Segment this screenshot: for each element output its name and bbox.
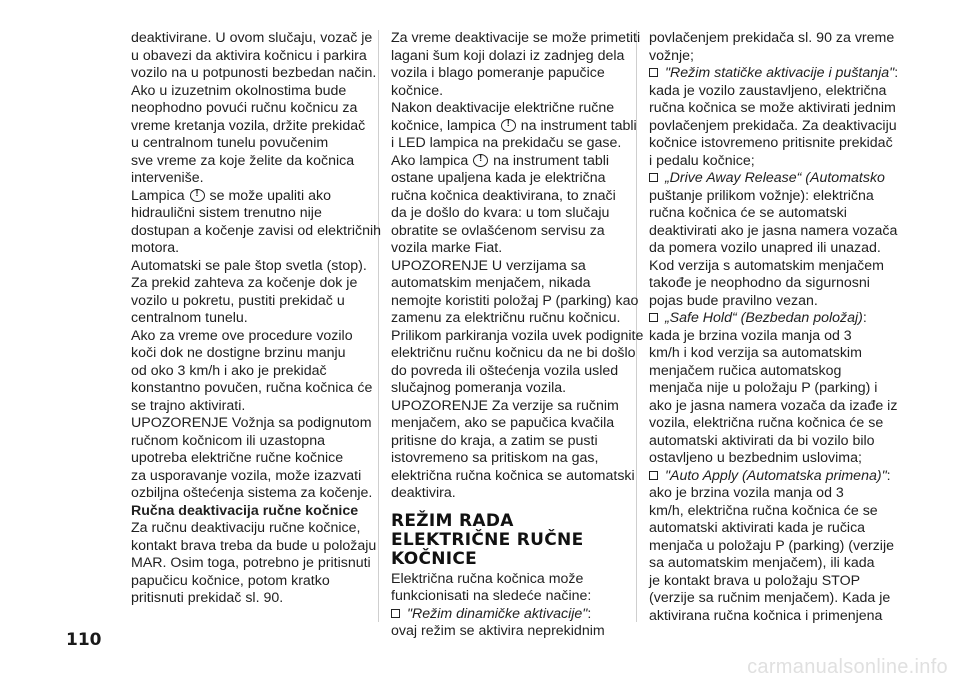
text-column-2 (391, 30, 644, 641)
text-line: pritisne do kraja, a zatim se pusti (391, 432, 598, 449)
text-line: istovremeno sa pritiskom na gas, (391, 450, 599, 466)
text-column-1 (131, 30, 382, 608)
text-line: u obavezi da aktivira kočnicu i parkira (131, 47, 367, 64)
text-line: "Auto Apply (Automatska primena)": (649, 468, 893, 486)
text-line: Automatski se pale štop svetla (stop). (131, 257, 367, 274)
checkbox-bullet-icon (649, 313, 658, 322)
text-line: pritisnuti prekidač sl. 90. (131, 590, 284, 606)
text-line: "Režim dinamičke aktivacije": (391, 606, 635, 624)
text-line: km/h i kod verzija sa automatskim (649, 345, 862, 361)
text-line: za usporavanje vozila, može izazvati (131, 467, 362, 484)
text-line: kočnice, lampica ! na instrument tabli (391, 118, 635, 136)
text-line: Za prekid zahteva za kočenje dok je (131, 275, 358, 291)
text-line: hidraulični sistem trenutno nije (131, 205, 322, 221)
text-column-3 (649, 30, 899, 625)
text-line: menjača u položaju P (parking) (verzije (649, 537, 894, 554)
text-line: km/h, električna ručna kočnica će se (649, 502, 878, 519)
text-line: Električna ručna kočnica može (391, 570, 584, 587)
text-line: kontakt brava treba da bude u položaju (131, 537, 377, 554)
text-line: menjačem ručica automatskog (649, 362, 842, 379)
text-line: u centralnom tunelu povučenim (131, 135, 329, 151)
text-line: menjača nije u položaju P (parking) i (649, 380, 878, 396)
text-line: vozila marke Fiat. (391, 240, 503, 256)
text-line: se trajno aktivirati. (131, 397, 246, 414)
section-heading-line: ELEKTRIČNE RUČNE (391, 529, 584, 550)
text-line: „Drive Away Release“ (Automatsko (649, 170, 893, 188)
text-line: slučajnog pomeranja vozila. (391, 380, 567, 396)
text-line: Za ručnu deaktivaciju ručne kočnice, (131, 520, 361, 536)
text-line: Kod verzija s automatskim menjačem (649, 257, 884, 274)
text-line: kočnice istovremeno pritisnite prekidač (649, 135, 893, 151)
text-line: takođe je neophodno da sigurnosni (649, 275, 870, 291)
text-line: (verzije sa ručnim menjačem). Kada je (649, 590, 891, 606)
text-line: i LED lampica na prekidaču se gase. (391, 135, 622, 151)
text-line: vozilo na u potpunosti bezbedan način. (131, 65, 377, 81)
footer-watermark: carmanualsonline.info (747, 656, 948, 678)
text-line: ostane upaljena kada je električna (391, 170, 606, 186)
text-line: kada je vozilo zaustavljeno, električna (649, 82, 887, 99)
text-line: povlačenjem prekidača sl. 90 za vreme (649, 30, 895, 46)
text-line: puštanje prilikom vožnje): električna (649, 187, 874, 204)
text-line: upotreba električne ručne kočnice (131, 450, 344, 466)
text-line: vožnje; (649, 47, 694, 64)
text-line: MAR. Osim toga, potrebno je pritisnuti (131, 555, 371, 571)
text-line: interveniše. (131, 170, 204, 186)
text-line: vozilo u pokretu, pustiti prekidač u (131, 292, 345, 309)
text-line: ozbiljna oštećenja sistema za kočenje. (131, 485, 373, 501)
text-line: ovaj režim se aktivira neprekidnim (391, 623, 605, 639)
text-line: električnu ručnu kočnicu da ne bi došlo (391, 345, 636, 361)
text-line: neophodno povući ručnu kočnicu za (131, 100, 358, 116)
text-line: je kontakt brava u položaju STOP (649, 572, 861, 589)
section-heading (391, 512, 635, 569)
brake-warning-icon (473, 154, 488, 167)
text-line: automatski aktivirati da bi vozilo bilo (649, 432, 875, 449)
text-line: dostupan a kočenje zavisi od električnih (131, 222, 382, 239)
text-line: kada je brzina vozila manja od 3 (649, 327, 852, 344)
text-line: Nakon deaktivacije električne ručne (391, 100, 615, 116)
text-line: da pomera vozilo unapred ili unazad. (649, 240, 881, 256)
text-line: zamenu za električnu ručnu kočnicu. (391, 310, 621, 326)
text-line: Prilikom parkiranja vozila uvek podignite (391, 327, 644, 344)
brake-warning-icon (501, 119, 516, 132)
text-line: povlačenjem prekidača. Za deaktivaciju (649, 117, 897, 134)
text-line: ručnom kočnicom ili uzastopna (131, 432, 325, 449)
text-line: deaktivira. (391, 485, 456, 501)
checkbox-bullet-icon (649, 471, 658, 480)
section-heading-line: REŽIM RADA (391, 510, 514, 531)
text-line: od oko 3 km/h i ako je prekidač (131, 362, 327, 379)
text-line: kočnice. (391, 82, 444, 99)
text-line: koči dok ne dostigne brzinu manju (131, 345, 346, 361)
text-line: automatski aktivirati kada je ručica (649, 520, 866, 536)
text-line: lagani šum koji dolazi iz zadnjeg dela (391, 47, 625, 64)
text-line: ručna kočnica deaktivirana, to znači (391, 187, 616, 204)
text-line: motora. (131, 240, 180, 256)
text-line: UPOZORENJE Za verzije sa ručnim (391, 397, 619, 414)
checkbox-bullet-icon (391, 609, 400, 618)
section-heading-line: KOČNICE (391, 548, 478, 569)
text-line: deaktivirati ako je jasna namera vozača (649, 222, 898, 239)
checkbox-bullet-icon (649, 173, 658, 182)
text-line: UPOZORENJE Vožnja sa podignutom (131, 415, 372, 431)
text-line: i pedalu kočnice; (649, 152, 755, 169)
text-line: Ako lampica ! na instrument tabli (391, 153, 635, 171)
text-line: Ručna deaktivacija ručne kočnice (131, 502, 359, 519)
text-line: "Režim statičke aktivacije i puštanja": (649, 65, 893, 83)
text-line: ako je jasna namera vozača da izađe iz (649, 397, 898, 414)
checkbox-bullet-icon (649, 68, 658, 77)
text-line: vreme kretanja vozila, držite prekidač (131, 117, 366, 134)
page-number: 110 (66, 630, 102, 650)
text-line: obratite se ovlašćenom servisu za (391, 222, 605, 239)
text-line: Ako u izuzetnim okolnostima bude (131, 82, 347, 99)
text-line: papučicu kočnice, potom kratko (131, 572, 330, 589)
text-line: ako je brzina vozila manja od 3 (649, 485, 844, 501)
text-line: Ako za vreme ove procedure vozilo (131, 327, 353, 344)
text-line: aktivirana ručna kočnica i primenjena (649, 607, 883, 624)
text-line: konstantno povučen, ručna kočnica će (131, 380, 373, 396)
text-line: funkcionisati na sledeće načine: (391, 588, 592, 604)
text-line: sa automatskim menjačem), ili kada (649, 555, 875, 571)
text-line: da je došlo do kvara: u tom slučaju (391, 205, 610, 221)
brake-warning-icon (190, 189, 205, 202)
text-line: centralnom tunelu. (131, 310, 248, 326)
text-line: „Safe Hold“ (Bezbedan položaj): (649, 310, 893, 328)
text-line: nemojte koristiti položaj P (parking) kao (391, 292, 639, 309)
text-line: ručna kočnica će se automatski (649, 205, 847, 221)
text-line: ostavljeno u bezbednim uslovima; (649, 450, 862, 466)
text-line: sve vreme za koje želite da kočnica (131, 152, 355, 169)
text-line: vozila i blago pomeranje papučice (391, 65, 605, 81)
text-line: Za vreme deaktivacije se može primetiti (391, 30, 641, 46)
text-line: UPOZORENJE U verzijama sa (391, 257, 586, 274)
text-line: deaktivirane. U ovom slučaju, vozač je (131, 30, 373, 46)
text-line: pojas bude pravilno vezan. (649, 292, 818, 309)
text-line: automatskim menjačem, nikada (391, 275, 591, 291)
text-line: Lampica ! se može upaliti ako (131, 188, 375, 206)
text-line: vozila, električna ručna kočnica će se (649, 415, 884, 431)
column-divider (378, 30, 379, 622)
text-line: ručna kočnica se može aktivirati jednim (649, 100, 896, 116)
text-line: menjačem, ako se papučica kvačila (391, 415, 615, 431)
text-line: do povreda ili oštećenja vozila usled (391, 362, 619, 379)
text-line: električna ručna kočnica se automatski (391, 467, 635, 484)
